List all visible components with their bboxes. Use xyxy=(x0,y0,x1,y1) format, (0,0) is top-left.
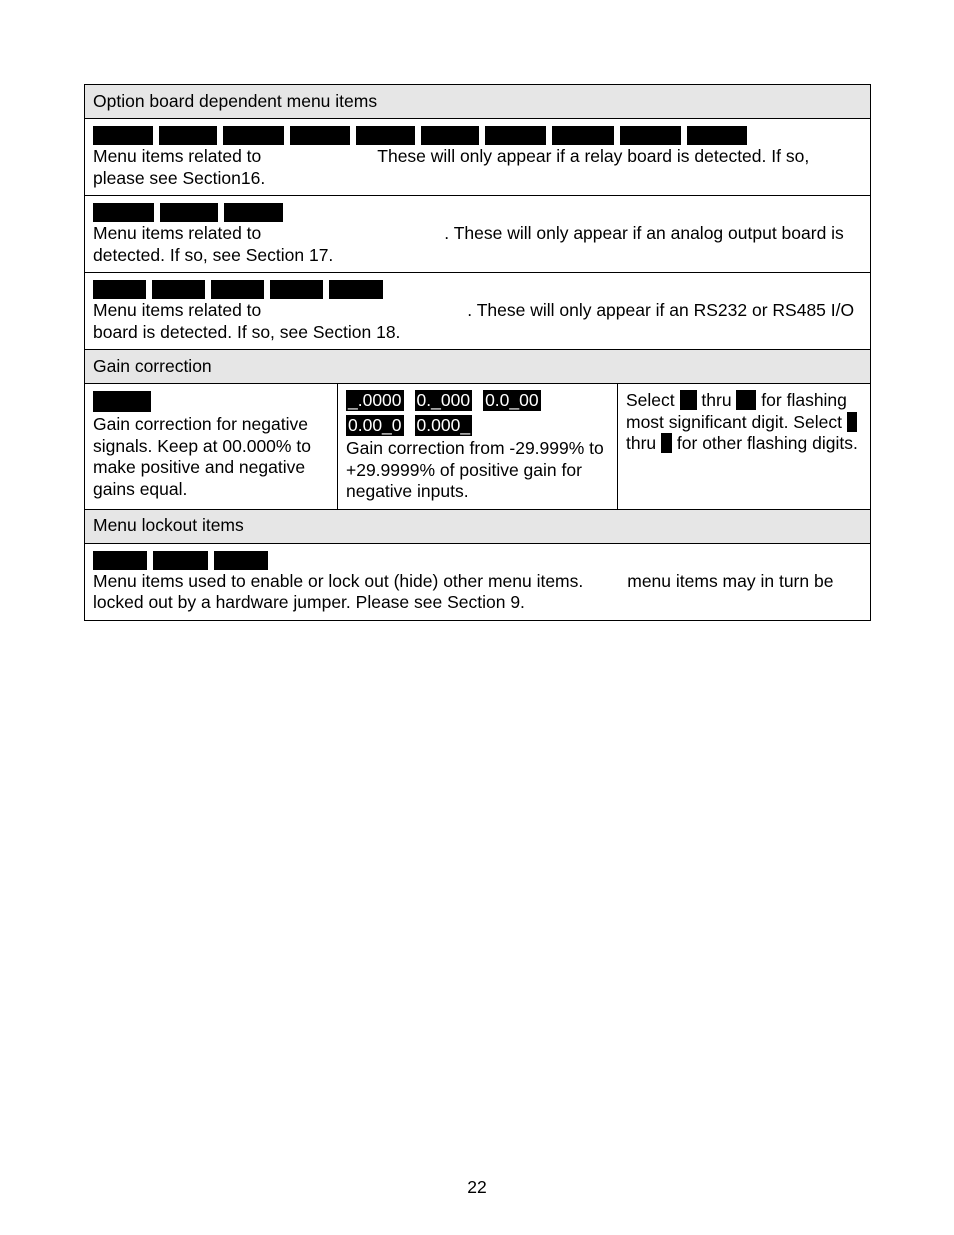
analog-row xyxy=(85,196,871,273)
analog-description: Menu items related to . These will only appear if an analog output board is detected. If so, see Section 17. xyxy=(93,223,844,265)
analog-menu-codes xyxy=(93,203,862,222)
digit-code: 0.000_ xyxy=(416,415,471,435)
menu-code-block xyxy=(552,126,614,145)
gain-correction-header: Gain correction xyxy=(85,350,871,384)
menu-code-block xyxy=(211,280,264,299)
digit-code: _.0000 xyxy=(348,390,402,410)
digit-select-instructions: Select thru for flashing most significant digit. Select thru for other flashing digits. xyxy=(626,390,858,453)
menu-code-block xyxy=(93,280,146,299)
menu-code-block xyxy=(223,126,284,145)
menu-code-block xyxy=(687,126,747,145)
gain-correction-col1 xyxy=(85,384,338,510)
digit-code: 0._000 xyxy=(416,390,471,410)
serial-description: Menu items related to . These will only appear if an RS232 or RS485 I/O board is detected. If so, see Section 18. xyxy=(93,300,855,342)
menu-code-block xyxy=(224,203,283,222)
menu-code-block xyxy=(93,551,147,570)
serial-menu-codes xyxy=(93,280,862,299)
page-number: 22 xyxy=(467,1177,487,1197)
gain-correction-header-row xyxy=(85,350,871,384)
menu-code-block xyxy=(93,203,154,222)
menu-code-block xyxy=(214,551,268,570)
digit-code: 0.00_0 xyxy=(348,415,402,435)
menu-items-table xyxy=(84,84,871,621)
serial-row xyxy=(85,273,871,350)
menu-code-block xyxy=(93,391,151,412)
lockout-header-row xyxy=(85,509,871,543)
menu-code-block xyxy=(421,126,479,145)
lockout-description: Menu items used to enable or lock out (hide) other menu items. menu items may in turn be locked out by a hardware jumper. Please see Section 9. xyxy=(93,570,834,612)
key-block xyxy=(680,390,697,410)
relay-description: Menu items related to These will only appear if a relay board is detected. If so, please see Section16. xyxy=(93,146,810,188)
menu-code-block xyxy=(290,126,350,145)
digit-code: 0.0_00 xyxy=(485,390,539,410)
gain-correction-col2 xyxy=(338,384,618,510)
key-block xyxy=(661,433,672,453)
menu-code-block xyxy=(485,126,546,145)
menu-code-block xyxy=(356,126,415,145)
menu-code-block xyxy=(93,126,153,145)
lockout-row xyxy=(85,543,871,620)
option-board-header: Option board dependent menu items xyxy=(85,85,871,119)
gain-range-description: Gain correction from -29.999% to +29.9999% of positive gain for negative inputs. xyxy=(346,438,604,501)
menu-code-block xyxy=(270,280,323,299)
relay-row xyxy=(85,119,871,196)
menu-code-block xyxy=(152,280,205,299)
gain-correction-col3 xyxy=(618,384,871,510)
key-block xyxy=(736,390,756,410)
menu-code-block xyxy=(159,126,217,145)
menu-code-block xyxy=(153,551,208,570)
menu-code-block xyxy=(160,203,218,222)
menu-code-block xyxy=(620,126,681,145)
key-block xyxy=(847,412,857,432)
lockout-header: Menu lockout items xyxy=(85,509,871,543)
relay-menu-codes xyxy=(93,126,862,145)
gain-correction-description: Gain correction for negative signals. Keep at 00.000% to make positive and negative gains equal. xyxy=(93,414,311,499)
option-board-header-row xyxy=(85,85,871,119)
lockout-menu-codes xyxy=(93,551,862,570)
gain-correction-row xyxy=(85,384,871,510)
menu-code-block xyxy=(329,280,383,299)
